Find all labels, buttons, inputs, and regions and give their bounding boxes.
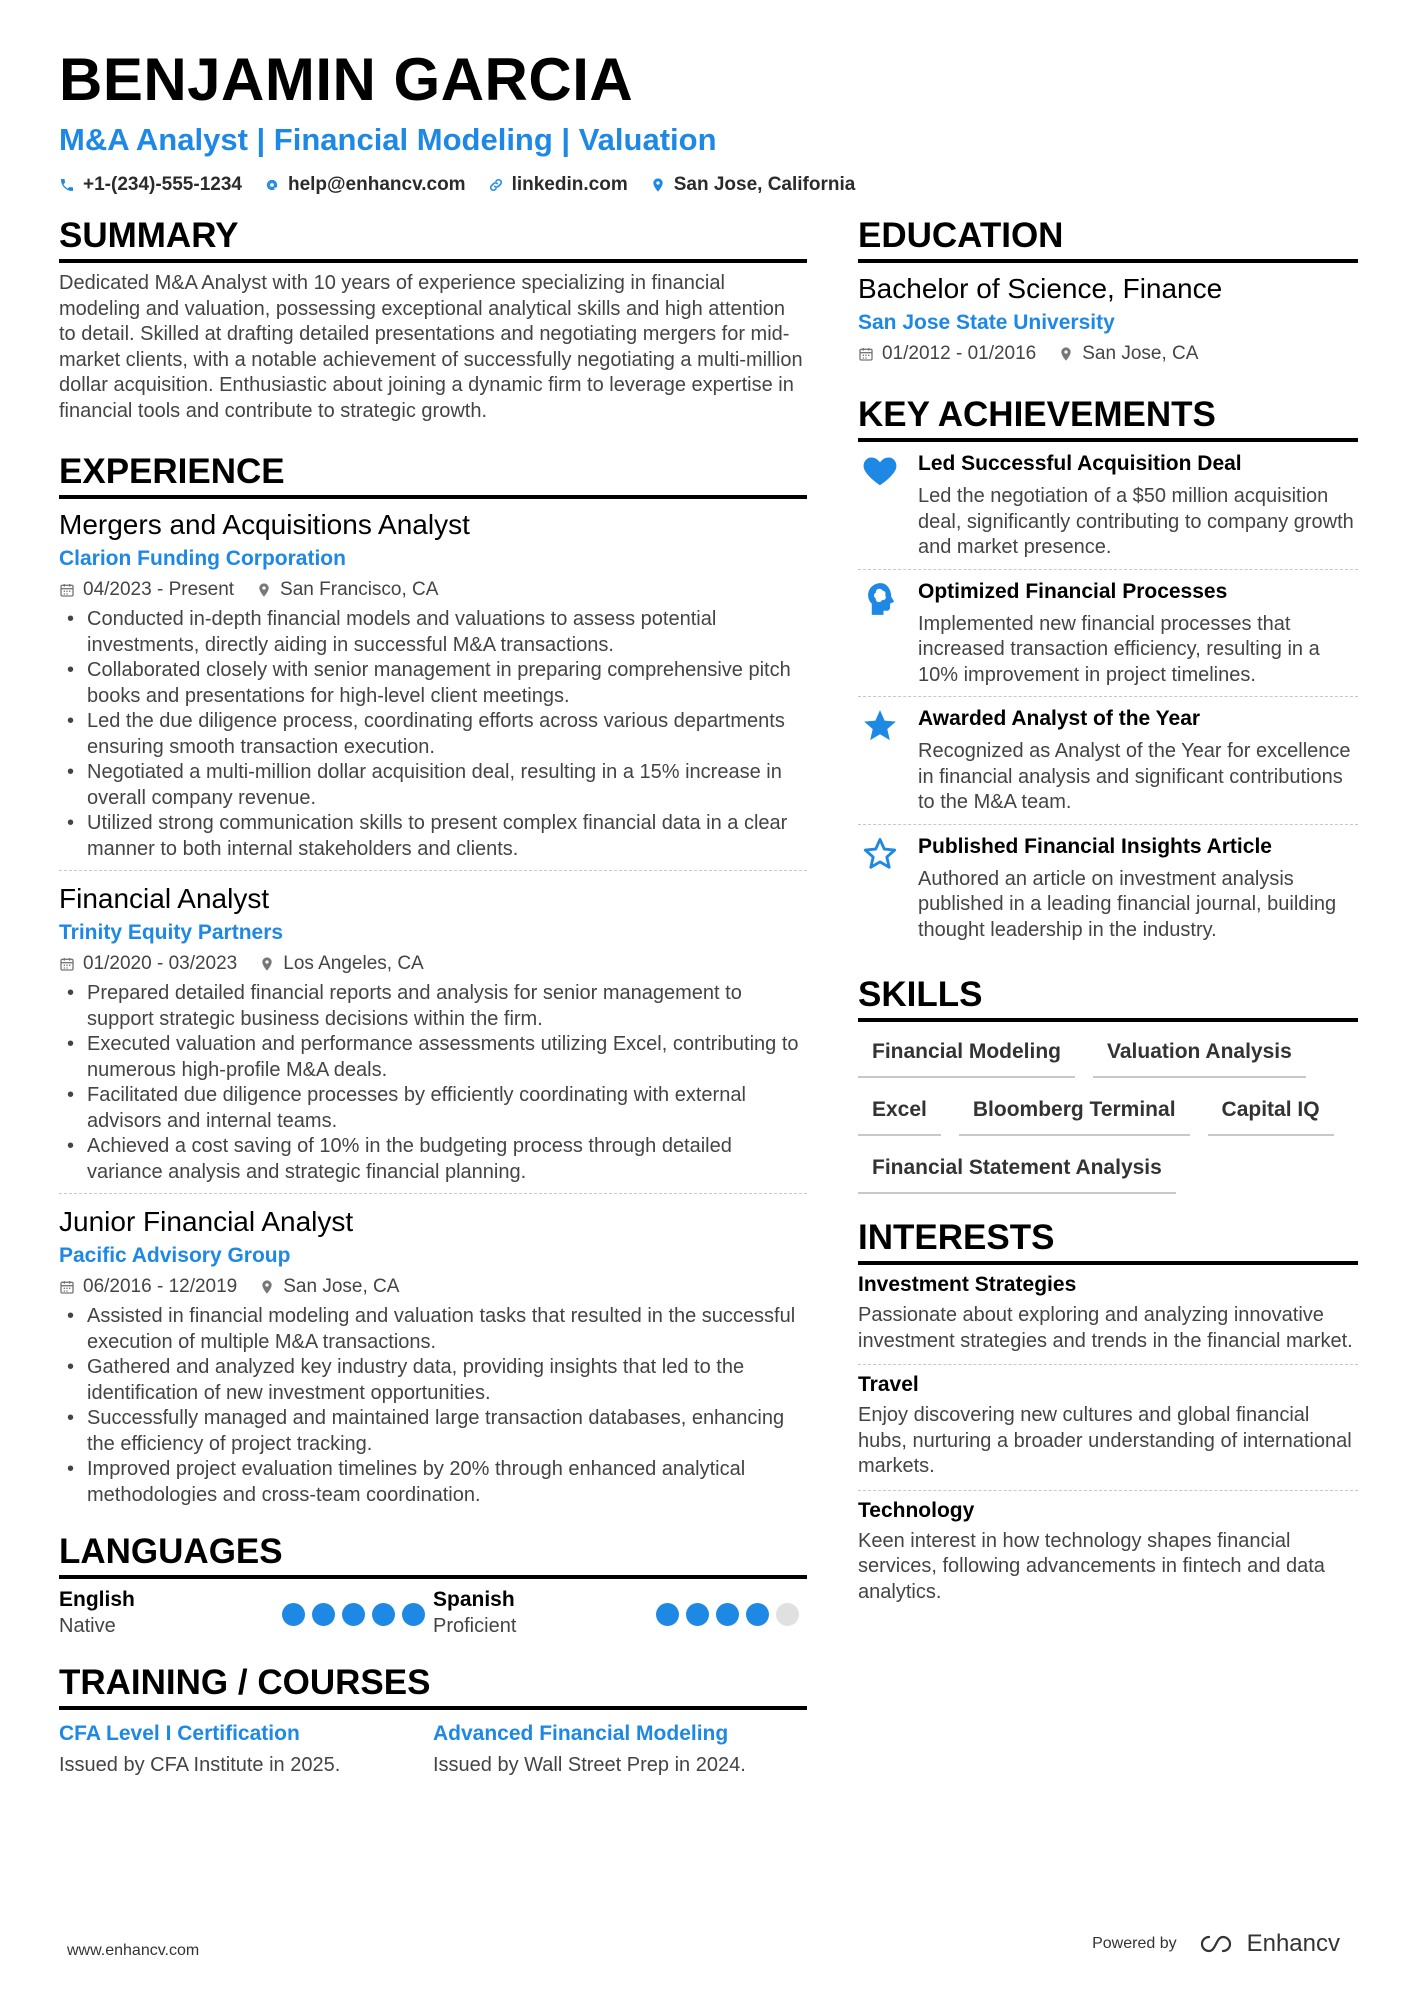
training-title: TRAINING / COURSES <box>59 1661 807 1710</box>
bullet-item: • Prepared detailed financial reports and analysis for senior management to support strategic business decisions within the firm. <box>59 981 807 1032</box>
skill-tag: Financial Modeling <box>858 1034 1075 1078</box>
bullet-item: • Gathered and analyzed key industry data, providing insights that led to the identification of new investment opportunities. <box>59 1355 807 1406</box>
heart-icon <box>861 452 899 490</box>
location-text: San Francisco, CA <box>280 579 439 600</box>
header <box>59 44 1359 196</box>
achievement-item <box>858 442 1358 570</box>
job-meta <box>59 951 807 977</box>
bullet-item: • Conducted in-depth financial models and valuations to assess potential investments, directly aiding in successful M&A transactions. <box>59 607 807 658</box>
rating-dot-empty <box>776 1603 799 1626</box>
headline: M&A Analyst | Financial Modeling | Valuation <box>59 122 717 157</box>
achievement-title: Awarded Analyst of the Year <box>918 707 1201 730</box>
summary-title: SUMMARY <box>59 214 807 263</box>
job-location <box>256 577 438 603</box>
job-meta <box>59 1274 807 1300</box>
courses-list <box>59 1720 807 1778</box>
job-bullets <box>59 607 807 862</box>
job-title: Junior Financial Analyst <box>59 1206 354 1237</box>
skill-tag: Financial Statement Analysis <box>858 1150 1176 1194</box>
course-item <box>433 1720 807 1778</box>
phone-text: +1-(234)-555-1234 <box>83 174 242 195</box>
location-text: Los Angeles, CA <box>283 953 424 974</box>
bullet-item: • Executed valuation and performance assessments utilizing Excel, contributing to numerous high-profile M&A deals. <box>59 1032 807 1083</box>
location-pin-icon <box>650 177 666 193</box>
interest-item <box>858 1265 1358 1365</box>
skill-tag: Valuation Analysis <box>1093 1034 1306 1078</box>
education-title: EDUCATION <box>858 214 1358 263</box>
footer-branding <box>1092 1930 1340 1958</box>
interest-title: Investment Strategies <box>858 1273 1077 1296</box>
dates-text: 01/2012 - 01/2016 <box>882 343 1037 364</box>
achievement-desc: Led the negotiation of a $50 million acquisition deal, significantly contributing to company growth and market presence. <box>918 485 1354 558</box>
star-outline-icon <box>861 835 899 873</box>
company-name: Pacific Advisory Group <box>59 1244 291 1267</box>
rating-dot-filled <box>282 1603 305 1626</box>
course-desc: Issued by CFA Institute in 2025. <box>59 1754 341 1776</box>
interest-desc: Enjoy discovering new cultures and global financial hubs, nurturing a broader understanding of international markets. <box>858 1404 1352 1477</box>
language-item <box>59 1587 433 1639</box>
interests-title: INTERESTS <box>858 1216 1358 1265</box>
interests-section <box>858 1216 1358 1615</box>
education-meta <box>858 341 1358 367</box>
location-pin-icon <box>1058 346 1074 362</box>
job-entry <box>59 507 807 871</box>
training-section <box>59 1661 807 1778</box>
achievement-item <box>858 825 1358 952</box>
enhancv-logo-icon <box>1195 1932 1239 1956</box>
calendar-icon <box>59 582 75 598</box>
achievement-desc: Recognized as Analyst of the Year for excellence in financial analysis and significant contributions to the M&A team. <box>918 740 1351 813</box>
bullet-item: • Collaborated closely with senior management in preparing comprehensive pitch books and presentations for high-level client meetings. <box>59 658 807 709</box>
skill-tag: Excel <box>858 1092 941 1136</box>
rating-dot-filled <box>372 1603 395 1626</box>
job-location <box>259 951 423 977</box>
job-title: Financial Analyst <box>59 883 270 914</box>
skill-tag: Capital IQ <box>1208 1092 1334 1136</box>
location-text: San Jose, CA <box>283 1276 400 1297</box>
location-text: San Jose, CA <box>1082 343 1199 364</box>
achievement-icon-wrap <box>858 833 902 944</box>
skill-tag: Bloomberg Terminal <box>959 1092 1190 1136</box>
achievement-item <box>858 697 1358 825</box>
languages-list <box>59 1587 807 1639</box>
bullet-item: • Improved project evaluation timelines by 20% through enhanced analytical methodologies and cross-team coordination. <box>59 1457 807 1508</box>
at-icon <box>264 177 280 193</box>
bullet-item: • Utilized strong communication skills to present complex financial data in a clear manner to both internal stakeholders and clients. <box>59 811 807 862</box>
rating-dot-filled <box>402 1603 425 1626</box>
job-dates <box>59 951 237 977</box>
languages-title: LANGUAGES <box>59 1530 807 1579</box>
achievement-item <box>858 570 1358 698</box>
course-title: CFA Level I Certification <box>59 1722 300 1745</box>
rating-dot-filled <box>312 1603 335 1626</box>
footer-website[interactable]: www.enhancv.com <box>67 1942 200 1959</box>
right-column <box>858 214 1358 1615</box>
bullet-item: • Achieved a cost saving of 10% in the budgeting process through detailed variance analysis and strategic financial planning. <box>59 1134 807 1185</box>
achievement-icon-wrap <box>858 450 902 561</box>
achievement-icon-wrap <box>858 578 902 689</box>
achievements-title: KEY ACHIEVEMENTS <box>858 393 1358 442</box>
experience-section <box>59 450 807 1516</box>
rating-dot-filled <box>686 1603 709 1626</box>
job-entry <box>59 1204 807 1516</box>
interest-title: Technology <box>858 1498 975 1522</box>
contact-linkedin[interactable] <box>488 174 628 196</box>
job-bullets <box>59 1304 807 1508</box>
course-item <box>59 1720 433 1778</box>
calendar-icon <box>858 346 874 362</box>
language-rating <box>656 1603 799 1626</box>
rating-dot-filled <box>746 1603 769 1626</box>
bullet-item: • Assisted in financial modeling and valuation tasks that resulted in the successful execution of multiple M&A transactions. <box>59 1304 807 1355</box>
course-desc: Issued by Wall Street Prep in 2024. <box>433 1754 746 1776</box>
rating-dot-filled <box>656 1603 679 1626</box>
interest-title: Travel <box>858 1373 919 1396</box>
phone-icon <box>59 177 75 193</box>
school-name: San Jose State University <box>858 311 1115 334</box>
achievement-desc: Implemented new financial processes that increased transaction efficiency, resulting in a 10% improvement in project timelines. <box>918 612 1320 686</box>
contact-email[interactable] <box>264 174 466 196</box>
brain-head-icon <box>861 580 899 618</box>
contact-location <box>650 174 856 196</box>
achievement-title: Led Successful Acquisition Deal <box>918 452 1242 475</box>
achievement-title: Published Financial Insights Article <box>918 834 1272 858</box>
skills-list <box>858 1034 1358 1194</box>
location-pin-icon <box>256 582 272 598</box>
contact-bar <box>59 174 1359 196</box>
interest-item <box>858 1365 1358 1491</box>
dates-text: 06/2016 - 12/2019 <box>83 1276 238 1297</box>
language-level: Native <box>59 1615 116 1637</box>
education-dates <box>858 341 1036 367</box>
languages-section <box>59 1530 807 1639</box>
dates-text: 04/2023 - Present <box>83 579 235 600</box>
location-pin-icon <box>259 956 275 972</box>
experience-title: EXPERIENCE <box>59 450 807 499</box>
language-name: English <box>59 1588 135 1611</box>
skills-title: SKILLS <box>858 973 1358 1022</box>
interest-desc: Keen interest in how technology shapes financial services, following advancements in fintech and data analytics. <box>858 1529 1325 1603</box>
bullet-item: • Negotiated a multi-million dollar acquisition deal, resulting in a 15% increase in overall company revenue. <box>59 760 807 811</box>
language-item <box>433 1587 807 1639</box>
degree: Bachelor of Science, Finance <box>858 273 1223 304</box>
bullet-item: • Facilitated due diligence processes by efficiently coordinating with external advisors and internal teams. <box>59 1083 807 1134</box>
job-dates <box>59 1274 237 1300</box>
summary-section <box>59 214 807 424</box>
language-name: Spanish <box>433 1588 515 1611</box>
language-level: Proficient <box>433 1615 517 1637</box>
job-bullets <box>59 981 807 1185</box>
email-text[interactable]: help@enhancv.com <box>287 174 466 195</box>
rating-dot-filled <box>342 1603 365 1626</box>
company-name: Trinity Equity Partners <box>59 921 284 944</box>
education-location <box>1058 341 1198 367</box>
bullet-item: • Successfully managed and maintained large transaction databases, enhancing the efficiency of project tracking. <box>59 1406 807 1457</box>
job-meta <box>59 577 807 603</box>
brand-name: Enhancv <box>1246 1930 1340 1957</box>
job-title: Mergers and Acquisitions Analyst <box>59 509 470 540</box>
calendar-icon <box>59 956 75 972</box>
powered-by-text: Powered by <box>1092 1935 1177 1952</box>
job-location <box>259 1274 399 1300</box>
link-icon <box>488 177 504 193</box>
interest-item <box>858 1491 1358 1616</box>
location-text: San Jose, California <box>673 174 856 195</box>
achievements-section <box>858 393 1358 951</box>
summary-text: Dedicated M&A Analyst with 10 years of experience specializing in financial modeling and valuation, possessing exceptional analytical skills and high attention to detail. Skilled at drafting detailed presentations and negotiating mergers for mid-market clients, with a notable achievement of successfully negotiating a multi-million dollar acquisition. Enthusiastic about joining a dynamic firm to leverage expertise in financial tools and contribute to strategic growth. <box>59 272 803 422</box>
job-entry <box>59 881 807 1194</box>
skills-section <box>858 973 1358 1194</box>
brand-logo[interactable] <box>1195 1930 1340 1958</box>
interest-desc: Passionate about exploring and analyzing innovative investment strategies and trends in the financial market. <box>858 1304 1353 1352</box>
achievement-icon-wrap <box>858 705 902 816</box>
education-section <box>858 214 1358 367</box>
course-title: Advanced Financial Modeling <box>433 1722 729 1745</box>
linkedin-text[interactable]: linkedin.com <box>511 174 628 195</box>
rating-dot-filled <box>716 1603 739 1626</box>
achievement-title: Optimized Financial Processes <box>918 579 1228 603</box>
left-column <box>59 214 807 1778</box>
star-filled-icon <box>861 707 899 745</box>
bullet-item: • Led the due diligence process, coordinating efforts across various departments ensuring smooth transaction execution. <box>59 709 807 760</box>
achievement-desc: Authored an article on investment analysis published in a leading financial journal, building thought leadership in the industry. <box>918 867 1337 941</box>
company-name: Clarion Funding Corporation <box>59 547 346 570</box>
candidate-name: BENJAMIN GARCIA <box>59 46 634 113</box>
language-rating <box>282 1603 425 1626</box>
location-pin-icon <box>259 1279 275 1295</box>
calendar-icon <box>59 1279 75 1295</box>
dates-text: 01/2020 - 03/2023 <box>83 953 238 974</box>
job-dates <box>59 577 234 603</box>
contact-phone <box>59 174 242 196</box>
